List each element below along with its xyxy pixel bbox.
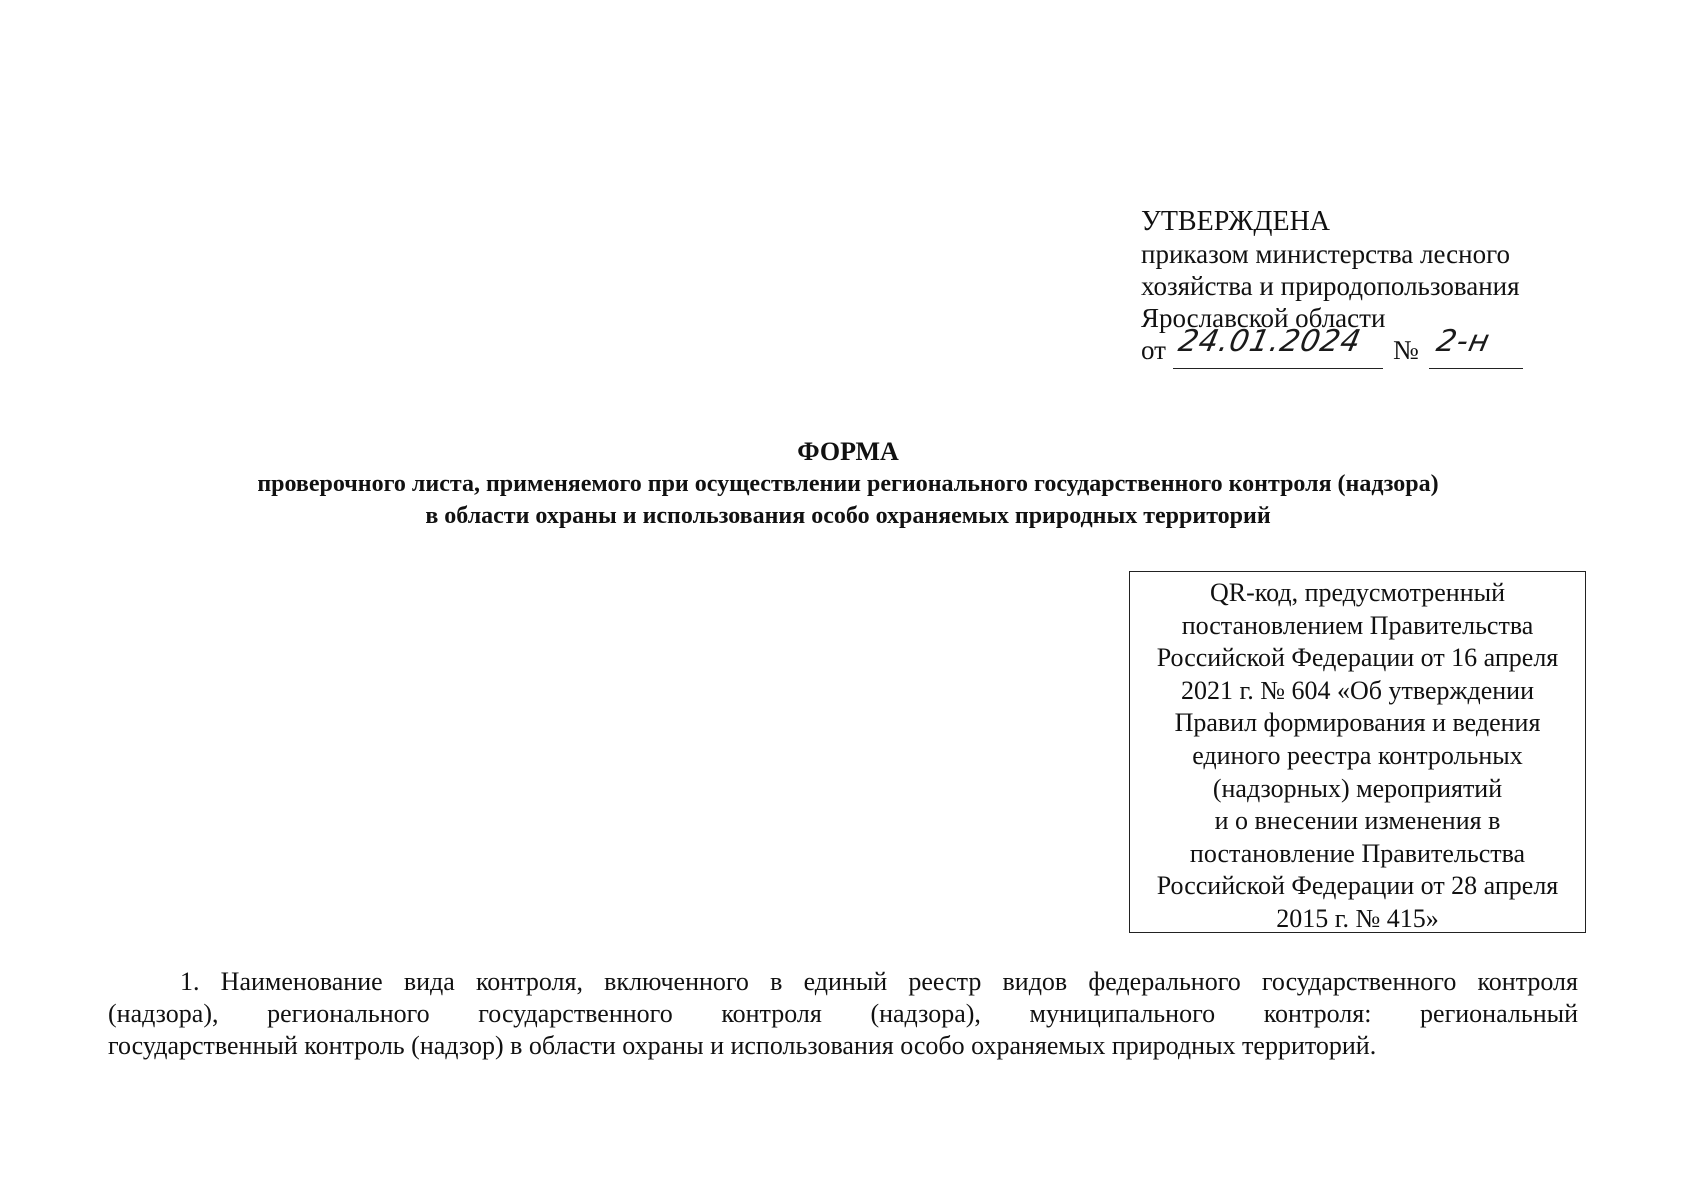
document-heading: [0, 436, 1696, 532]
qr-box-line: (надзорных) мероприятий: [1212, 773, 1503, 803]
qr-box-line: Правил формирования и ведения: [1174, 708, 1541, 738]
form-subtitle-line: в области охраны и использования особо охраняемых природных территорий: [425, 503, 1271, 529]
qr-box-line: и о внесении изменения в: [1214, 806, 1501, 836]
paragraph-line: государственный контроль (надзор) в области охраны и использования особо охраняемых природных территорий.: [108, 1031, 1377, 1060]
qr-box-line: единого реестра контрольных: [1192, 740, 1523, 770]
approval-date-row: [1141, 324, 1561, 368]
qr-box-line: постановлением Правительства: [1181, 610, 1534, 640]
handwritten-date: 24.01.2024: [1175, 324, 1365, 359]
qr-box-line: постановление Правительства: [1189, 838, 1526, 868]
section-1-paragraph: [108, 966, 1578, 1062]
number-field: [1429, 324, 1523, 369]
approval-title: УТВЕРЖДЕНА: [1141, 206, 1331, 237]
paragraph-line: 1. Наименование вида контроля, включенного в единый реестр видов федерального государственного контроля: [180, 967, 1578, 996]
approval-block: [1141, 206, 1561, 368]
approval-line: приказом министерства лесного: [1141, 239, 1510, 269]
approval-line: Ярославской области: [1141, 303, 1386, 333]
date-label: от: [1141, 335, 1166, 365]
qr-box-line: 2021 г. № 604 «Об утверждении: [1180, 675, 1535, 705]
qr-box-line: Российской Федерации от 16 апреля: [1156, 643, 1559, 673]
paragraph-line: (надзора), регионального государственного контроля (надзора), муниципального контроля: региональный: [108, 999, 1578, 1028]
form-title: ФОРМА: [797, 437, 899, 466]
approval-line: хозяйства и природопользования: [1141, 271, 1520, 301]
qr-box-line: Российской Федерации от 28 апреля: [1156, 871, 1559, 901]
handwritten-number: 2-н: [1433, 324, 1494, 359]
form-subtitle-line: проверочного листа, применяемого при осуществлении регионального государственного контроля (надзора): [257, 471, 1439, 497]
date-field: [1173, 324, 1383, 369]
qr-box-line: QR-код, предусмотренный: [1210, 578, 1505, 607]
qr-box-line: 2015 г. № 415»: [1276, 903, 1439, 933]
qr-code-box: [1129, 571, 1586, 933]
number-label: №: [1393, 335, 1419, 365]
